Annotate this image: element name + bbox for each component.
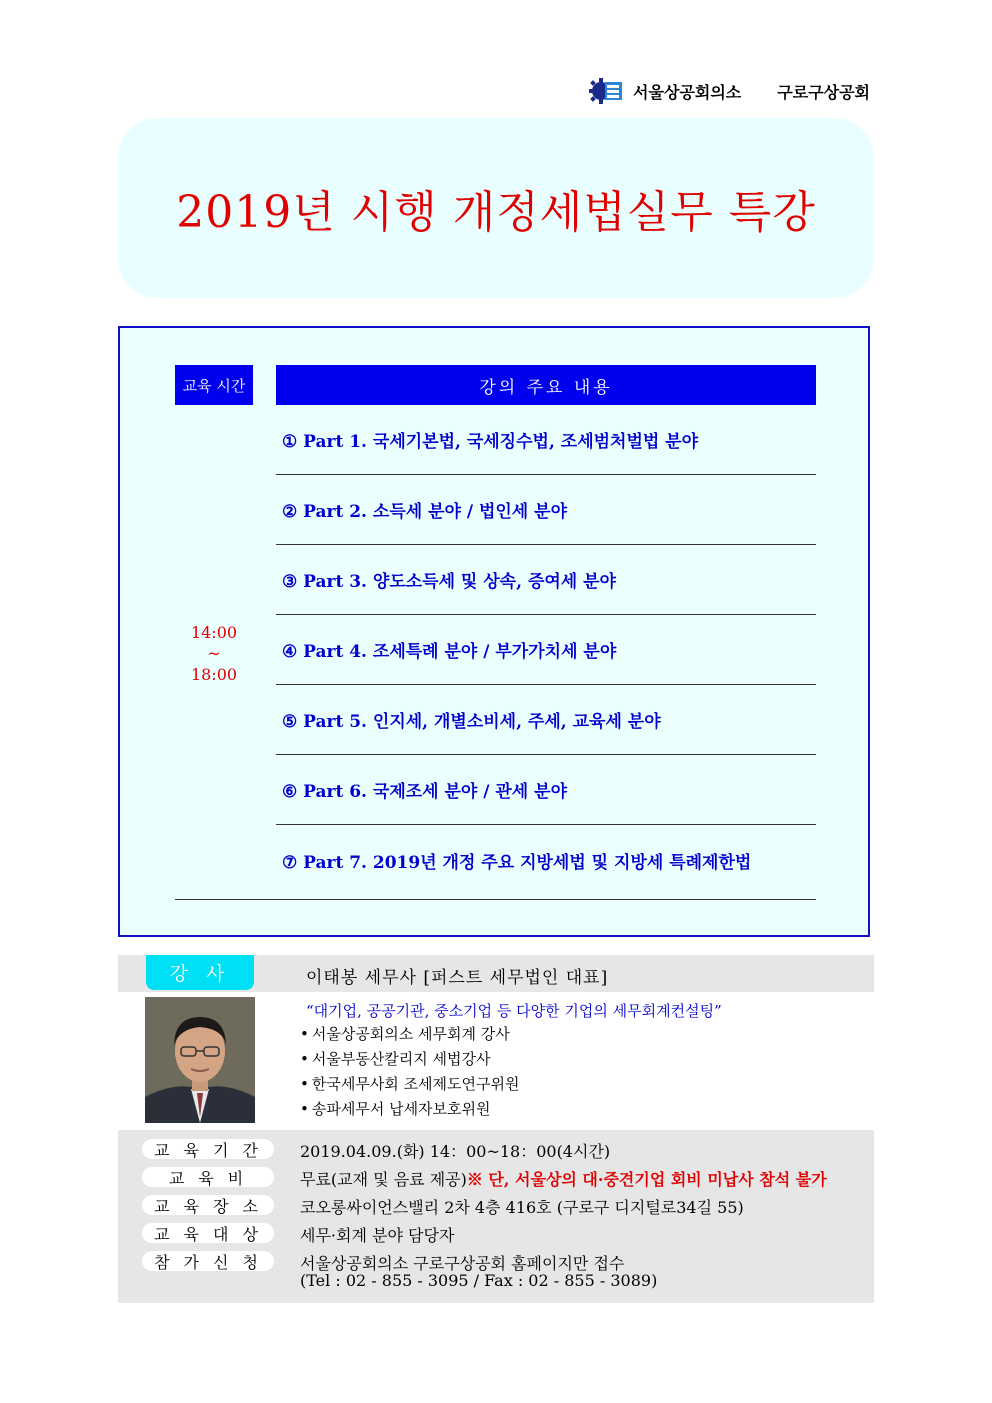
- list-item: ⑤ Part 5. 인지세, 개별소비세, 주세, 교육세 분야: [276, 685, 816, 755]
- info-row-target: [118, 1221, 874, 1245]
- list-item: • 서울부동산칼리지 세법강사: [300, 1047, 520, 1072]
- info-label: 교육기간: [142, 1139, 274, 1159]
- time-end: 18:00: [190, 665, 238, 684]
- info-label: 참가신청: [142, 1251, 274, 1271]
- info-row-registration: [118, 1249, 874, 1290]
- info-row-location: [118, 1193, 874, 1217]
- divider: [175, 899, 816, 900]
- list-item: • 송파세무서 납세자보호위원: [300, 1097, 520, 1122]
- list-item: ③ Part 3. 양도소득세 및 상속, 증여세 분야: [276, 545, 816, 615]
- schedule-time: [175, 622, 253, 685]
- instructor-photo: [145, 997, 255, 1123]
- course-info: [118, 1130, 874, 1303]
- time-separator: ~: [207, 644, 221, 663]
- part-list: [276, 405, 816, 895]
- info-value: [300, 1167, 827, 1190]
- instructor-tab: 강 사: [146, 955, 254, 990]
- schedule-panel: [118, 326, 870, 937]
- instructor-bar: [118, 955, 874, 992]
- info-value: 2019.04.09.(화) 14：00~18：00(4시간): [300, 1142, 611, 1161]
- career-list: [300, 1022, 520, 1122]
- info-label: 교육대상: [142, 1223, 274, 1243]
- list-item: ⑦ Part 7. 2019년 개정 주요 지방세법 및 지방세 특례제한법: [282, 852, 752, 873]
- list-item: • 서울상공회의소 세무회계 강사: [300, 1022, 520, 1047]
- fee-warning: ※ 단, 서울상의 대·중견기업 회비 미납사 참석 불가: [466, 1170, 827, 1189]
- info-value: 세무·회계 분야 담당자: [300, 1226, 455, 1245]
- instructor-profile: [118, 992, 874, 1126]
- info-value: 서울상공회의소 구로구상공회 홈페이지만 접수: [300, 1254, 625, 1273]
- fee-value: 무료(교재 및 음료 제공): [300, 1170, 467, 1189]
- org-name-guro: 구로구상공회: [777, 82, 870, 102]
- list-item: ② Part 2. 소득세 분야 / 법인세 분야: [276, 475, 816, 545]
- instructor-quote: “대기업, 공공기관, 중소기업 등 다양한 기업의 세무회계컨설팅”: [306, 1002, 722, 1020]
- org-name-seoul: 서울상공회의소: [633, 82, 742, 102]
- time-start: 14:00: [190, 623, 238, 642]
- chamber-logo-icon: [589, 78, 623, 104]
- contact-info: (Tel : 02 - 855 - 3095 / Fax : 02 - 855 - 3089): [300, 1271, 658, 1290]
- page-title: 2019년 시행 개정세법실무 특강: [176, 187, 816, 238]
- info-label: 교육비: [142, 1167, 274, 1187]
- info-label: 교육장소: [142, 1195, 274, 1215]
- list-item: • 한국세무사회 조세제도연구위원: [300, 1072, 520, 1097]
- info-value: 코오롱싸이언스밸리 2차 4층 416호 (구로구 디지털로34길 55): [300, 1198, 744, 1217]
- time-column-header: 교육 시간: [175, 365, 253, 405]
- instructor-name: 이태봉 세무사 [퍼스트 세무법인 대표]: [306, 968, 609, 988]
- list-item: ① Part 1. 국세기본법, 국세징수법, 조세범처벌법 분야: [276, 405, 816, 475]
- info-row-period: [118, 1137, 874, 1161]
- list-item: ⑥ Part 6. 국제조세 분야 / 관세 분야: [276, 755, 816, 825]
- title-banner: [118, 118, 874, 298]
- list-item: ④ Part 4. 조세특례 분야 / 부가가치세 분야: [276, 615, 816, 685]
- info-row-fee: [118, 1165, 874, 1189]
- organization-header: [589, 78, 870, 104]
- content-column-header: 강의 주요 내용: [276, 365, 816, 405]
